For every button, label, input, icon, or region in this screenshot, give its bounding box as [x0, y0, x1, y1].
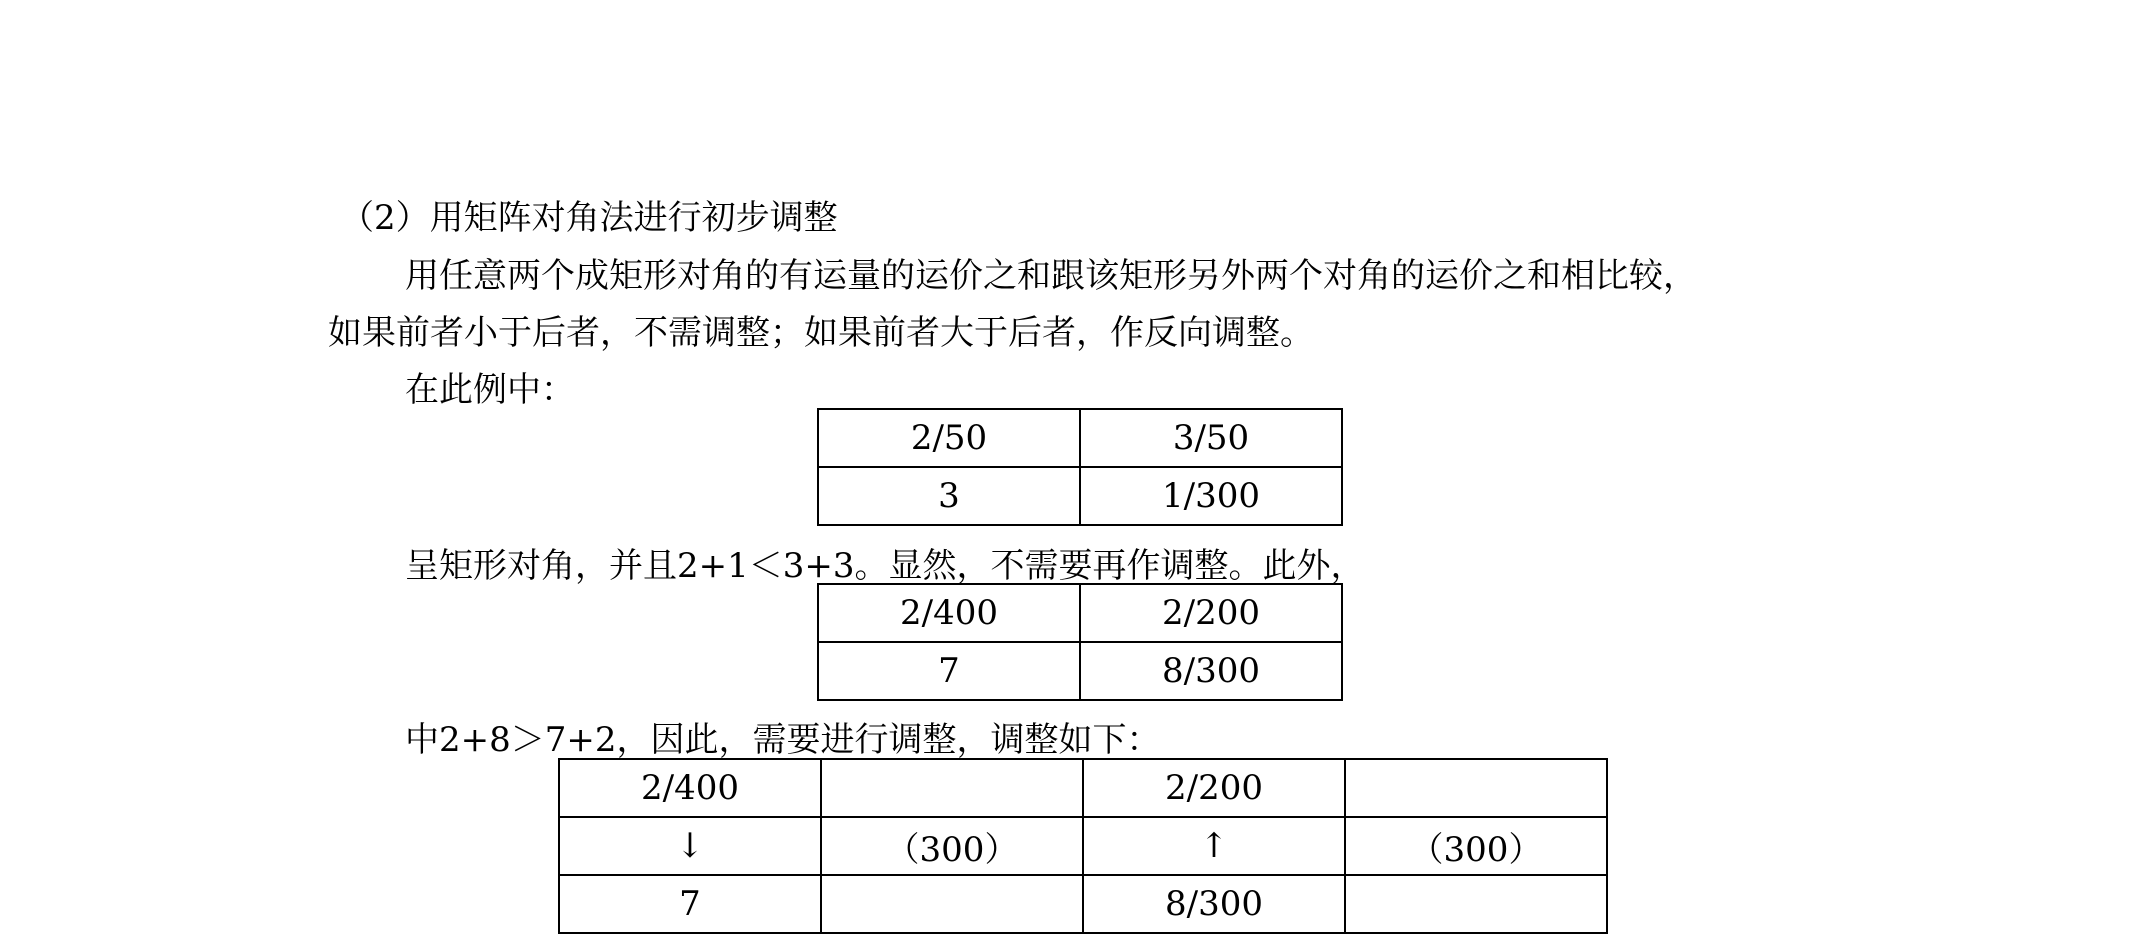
table-cell: 1/300 [1080, 467, 1342, 525]
table-cell: 2/400 [559, 759, 821, 817]
table-row [559, 875, 1607, 933]
table-cell: 8/300 [1080, 642, 1342, 700]
table-row [818, 409, 1342, 467]
table-cell: 7 [818, 642, 1080, 700]
table-row [818, 584, 1342, 642]
paragraph-1-line-1: 用任意两个成矩形对角的有运量的运价之和跟该矩形另外两个对角的运价之和相比较， [405, 256, 1697, 296]
table-cell: 8/300 [1083, 875, 1345, 933]
table-cell: 2/400 [818, 584, 1080, 642]
table-row [559, 817, 1607, 875]
table-row [559, 759, 1607, 817]
table-cell [821, 759, 1083, 817]
table-cell [1345, 875, 1607, 933]
table-2 [817, 583, 1343, 701]
table-1 [817, 408, 1343, 526]
table-row [818, 642, 1342, 700]
table-3 [558, 758, 1608, 934]
paragraph-3: 中2+8＞7+2，因此，需要进行调整，调整如下： [405, 720, 1161, 760]
table-cell: 2/200 [1083, 759, 1345, 817]
table-cell: ↓ [559, 817, 821, 875]
paragraph-1-line-2: 如果前者小于后者，不需调整；如果前者大于后者，作反向调整。 [328, 313, 1314, 353]
table-cell: ↑ [1083, 817, 1345, 875]
table-cell: 3 [818, 467, 1080, 525]
table-cell: 7 [559, 875, 821, 933]
example-intro: 在此例中： [405, 370, 575, 410]
table-cell [821, 875, 1083, 933]
table-cell: 2/200 [1080, 584, 1342, 642]
table-cell: 2/50 [818, 409, 1080, 467]
paragraph-2: 呈矩形对角，并且2+1＜3+3。显然，不需要再作调整。此外， [405, 546, 1365, 586]
table-cell [1345, 759, 1607, 817]
table-row [818, 467, 1342, 525]
table-cell: （300） [821, 817, 1083, 875]
table-cell: （300） [1345, 817, 1607, 875]
section-heading: （2）用矩阵对角法进行初步调整 [340, 198, 838, 238]
table-cell: 3/50 [1080, 409, 1342, 467]
